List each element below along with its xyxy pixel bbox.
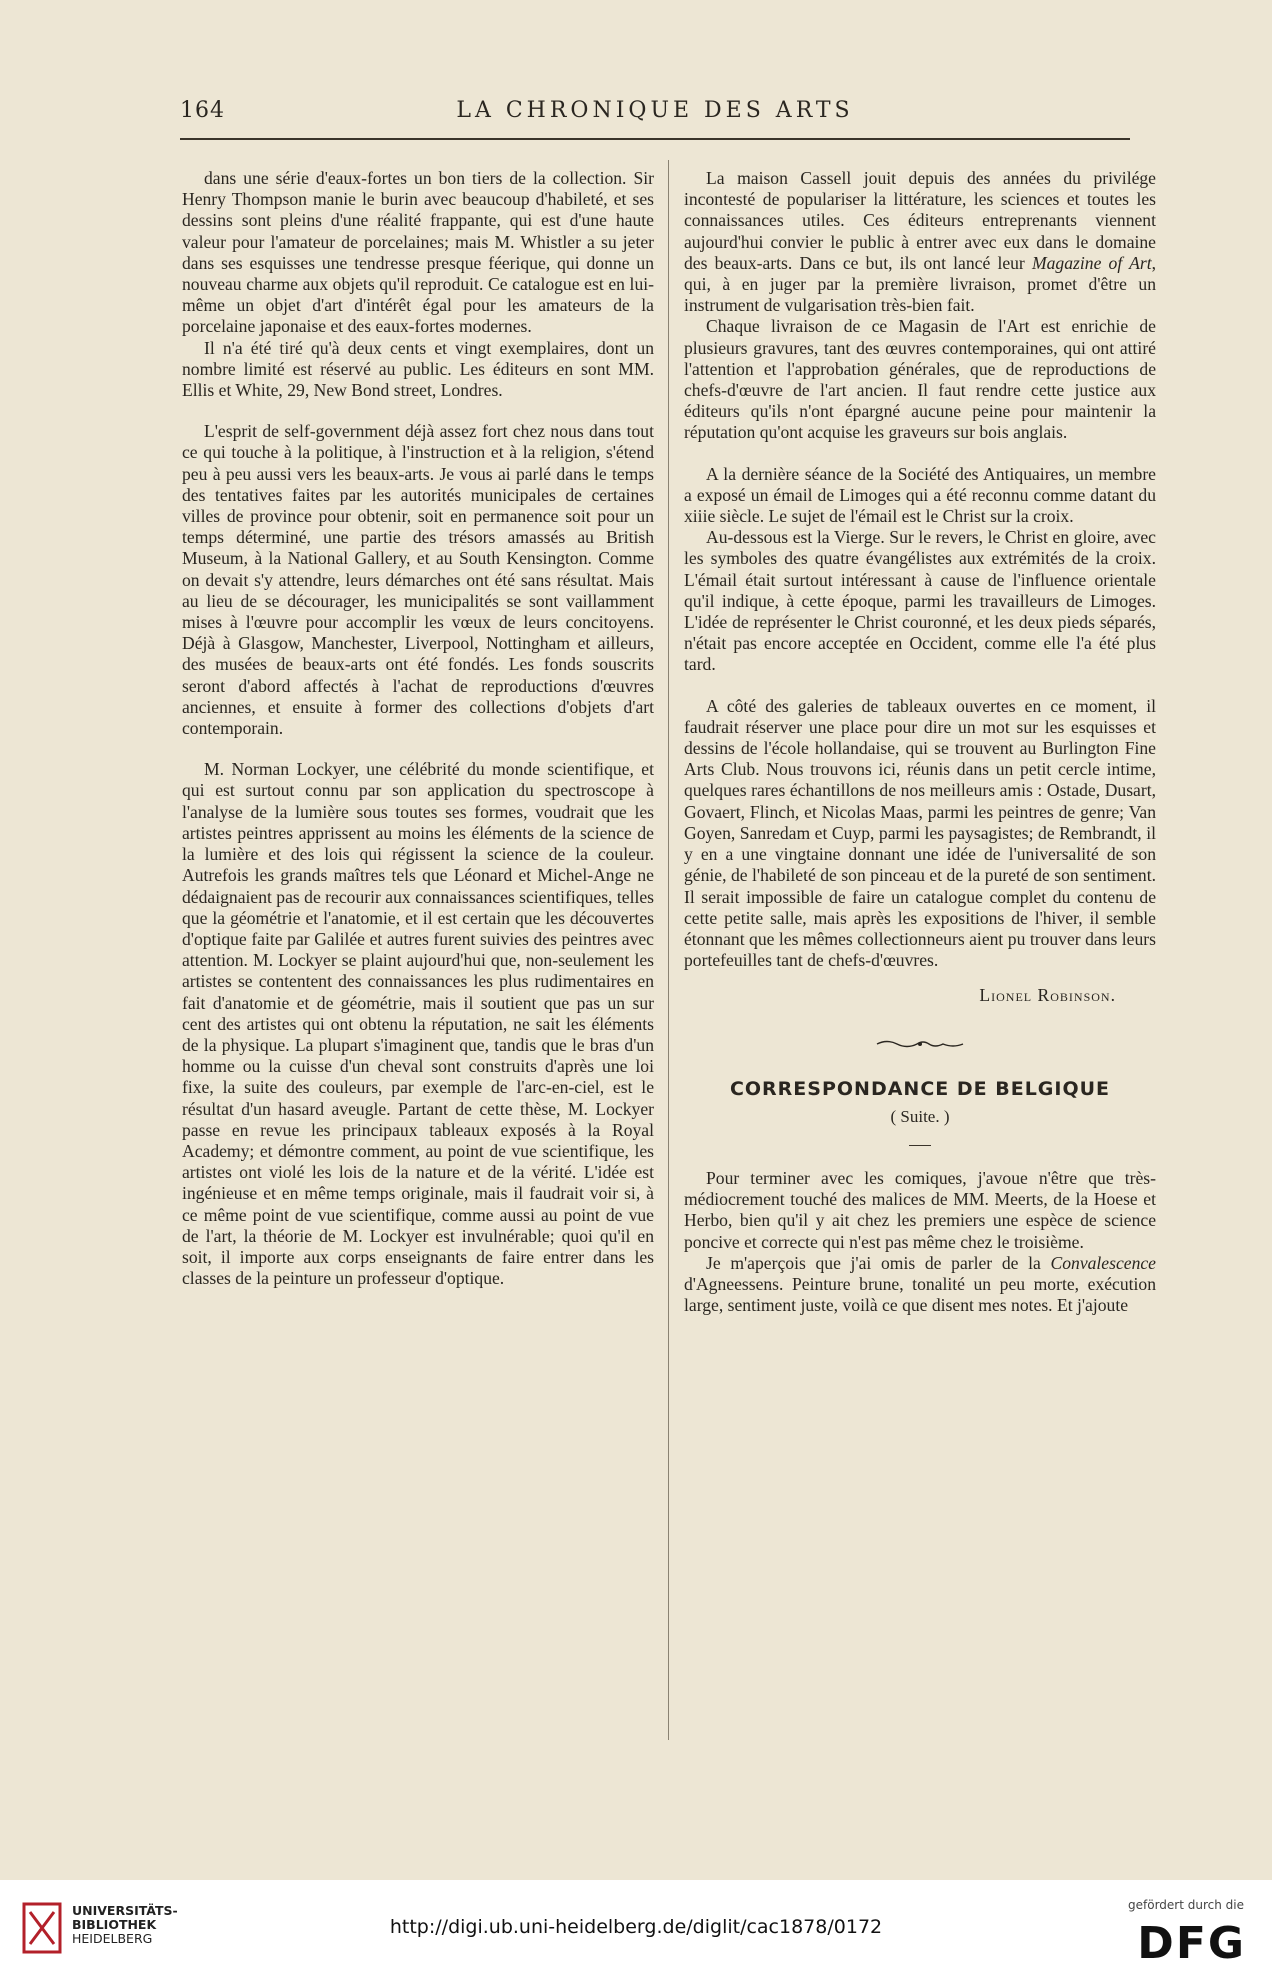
dfg-logo: DFG bbox=[1137, 1918, 1246, 1969]
funded-by-label: gefördert durch die bbox=[1128, 1898, 1244, 1912]
section-title: CORRESPONDANCE DE BELGIQUE bbox=[729, 1077, 1111, 1100]
section-subtitle: ( Suite. ) bbox=[890, 1106, 950, 1126]
paragraph: L'esprit de self-government déjà assez fort chez nous dans tout ce qui touche à la politique, à l'instruction et à la religion, s'étend peu à peu aussi vers les beaux-arts. Je vous ai parlé dans le temps des tentatives faites par les autorités municipales de certaines villes de province pour obtenir, soit en permanence soit pour un temps déterminé, une partie des trésors amassés au British Museum, à la National Gallery, et au South Kensington. Comme on devait s'y attendre, leurs démarches ont été sans résultat. Mais au lieu de se décourager, les municipalités se sont vaillamment mises à l'œuvre pour accomplir les vœux de leurs concitoyens. Déjà à Glasgow, Manchester, Liverpool, Nottingham et ailleurs, des musées de beaux-arts ont été fondés. Les fonds souscrits seront d'abord affectés à l'achat de reproductions d'œuvres anciennes, et ensuite à former des collections d'objets d'art contemporain. bbox=[182, 421, 654, 739]
paragraph: M. Norman Lockyer, une célébrité du monde scientifique, et qui est surtout connu par son application du spectroscope à l'analyse de la lumière sous toutes ses formes, voudrait que les artistes peintres apprissent au moins les éléments de la science de la lumière et des lois qui régissent la science de la couleur. Autrefois les grands maîtres tels que Léonard et Michel-Ange ne dédaignaient pas de recourir aux connaissances scientifiques, telles que la géométrie et l'anatomie, et il est certain que les découvertes d'optique faite par Galilée et autres furent suivies des peintres avec attention. M. Lockyer se plaint aujourd'hui que, non-seulement les artistes se contentent des connaissances les plus rudimentaires en fait d'anatomie et de géométrie, mais il soutient que pas un sur cent des artistes qui ont obtenu la réputation, ne sait les éléments de la physique. La plupart s'imaginent que, tandis que le bras d'un homme ou la cuisse d'un cheval sont construits d'après une loi fixe, la suite des couleurs, par exemple de l'arc-en-ciel, est le résultat d'un hasard aveugle. Partant de cette thèse, M. Lockyer passe en revue les principaux tableaux exposés à la Royal Academy; et démontre comment, au point de vue scientifique, les artistes ont violé les lois de la nature et de la vérité. L'idée est ingénieuse et en même temps originale, mais il faudrait voir si, à ce même point de vue scientifique, comme aussi au point de vue de l'art, la théorie de M. Lockyer est invulnérable; quoi qu'il en soit, il importe aux corps enseignants de faire entrer dans les classes de la peinture un professeur d'optique. bbox=[182, 759, 654, 1289]
page-number: 164 bbox=[180, 98, 225, 123]
page-header bbox=[180, 98, 1130, 132]
paragraph: Au-dessous est la Vierge. Sur le revers, le Christ en gloire, avec les symboles des quatre évangélistes aux extrémités de la croix. L'émail était surtout intéressant à cause de l'influence orientale qu'il indique, à cette époque, parmi les travailleurs de Limoges. L'idée de représenter le Christ couronné, et les deux pieds séparés, n'était pas encore acceptée en Occident, comme elle l'a été plus tard. bbox=[684, 527, 1156, 675]
paragraph: Il n'a été tiré qu'à deux cents et vingt exemplaires, dont un nombre limité est réservé au public. Les éditeurs en sont MM. Ellis et White, 29, New Bond street, Londres. bbox=[182, 337, 654, 401]
paragraph: Chaque livraison de ce Magasin de l'Art est enrichie de plusieurs gravures, tant des œuvres contemporaines, qui ont attiré l'attention et l'approbation générales, que de reproductions de chefs-d'œuvre de l'art ancien. Il faut rendre cette justice aux éditeurs qu'ils n'ont épargné aucune peine pour maintenir la réputation qu'ont acquise les graveurs sur bois anglais. bbox=[684, 316, 1156, 443]
short-rule bbox=[909, 1145, 931, 1146]
paragraph: Je m'aperçois que j'ai omis de parler de la Convalescence d'Agneessens. Peinture brune, tonalité un peu morte, exécution large, sentiment juste, voilà ce que disent mes notes. Et j'ajoute bbox=[684, 1252, 1156, 1316]
italic-title: Convalescence bbox=[1050, 1252, 1156, 1273]
paragraph: Pour terminer avec les comiques, j'avoue n'être que très-médiocrement touché des malices de MM. Meerts, de la Hoese et Herbo, bien qu'il y ait chez les premiers une espèce de science poncive et correcte qui n'est pas même chez le troisième. bbox=[684, 1167, 1156, 1252]
header-rule bbox=[180, 138, 1130, 140]
library-name: UNIVERSITÄTS- BIBLIOTHEK HEIDELBERG bbox=[72, 1903, 178, 1946]
running-title: LA CHRONIQUE DES ARTS bbox=[456, 98, 854, 123]
paragraph: A la dernière séance de la Société des Antiquaires, un membre a exposé un émail de Limoges qui a été reconnu comme datant du xiiie siècle. Le sujet de l'émail est le Christ sur la croix. bbox=[684, 463, 1156, 527]
right-column bbox=[684, 168, 1156, 1316]
digital-url-link[interactable]: http://digi.ub.uni-heidelberg.de/diglit/cac1878/0172 bbox=[389, 1916, 883, 1938]
ornament-icon bbox=[875, 1037, 965, 1051]
signature: Lionel Robinson. bbox=[979, 985, 1116, 1006]
paragraph: A côté des galeries de tableaux ouvertes en ce moment, il faudrait réserver une place pour dire un mot sur les esquisses et dessins de l'école hollandaise, qui se trouvent au Burlington Fine Arts Club. Nous trouvons ici, réunis dans un petit cercle intime, quelques rares échantillons de nos meilleurs amis : Ostade, Dusart, Govaert, Flinch, et Nicolas Maas, parmi les peintres de genre; Van Goyen, Sanredam et Cuyp, parmi les paysagistes; de Rembrandt, il y en a une vingtaine donnant une idée de l'universalité de son génie, de l'habileté de son pinceau et de la pureté de son sentiment. Il serait impossible de faire un catalogue complet du contenu de cette petite salle, mais après les expositions de l'hiver, il semble étonnant que les mêmes collectionneurs aient pu trouver dans leurs portefeuilles tant de chefs-d'œuvres. bbox=[684, 695, 1156, 971]
footer-bar bbox=[0, 1880, 1272, 1985]
column-divider bbox=[668, 160, 669, 1740]
left-column bbox=[182, 168, 654, 1289]
paragraph: La maison Cassell jouit depuis des années du privilége incontesté de populariser la littérature, les sciences et toutes les connaissances utiles. Ces éditeurs entreprenants viennent aujourd'hui convier le public à entrer avec eux dans le domaine des beaux-arts. Dans ce but, ils ont lancé leur Magazine of Art, qui, à en juger par la première livraison, promet d'être un instrument de vulgarisation très-bien fait. bbox=[684, 168, 1156, 316]
italic-title: Magazine of Art bbox=[1031, 252, 1152, 273]
ornament-divider bbox=[684, 1035, 1156, 1049]
paragraph: dans une série d'eaux-fortes un bon tiers de la collection. Sir Henry Thompson manie le burin avec beaucoup d'habileté, et ses dessins sont pleins d'une réalité frappante, qui est d'une haute valeur pour l'amateur de porcelaines; mais M. Whistler a su jeter dans ses esquisses une tendresse presque féerique, qui donne un nouveau charme aux objets qu'il reproduit. Ce catalogue est en lui-même un objet d'art d'intérêt égal pour les amateurs de la porcelaine japonaise et des eaux-fortes modernes. bbox=[182, 168, 654, 337]
